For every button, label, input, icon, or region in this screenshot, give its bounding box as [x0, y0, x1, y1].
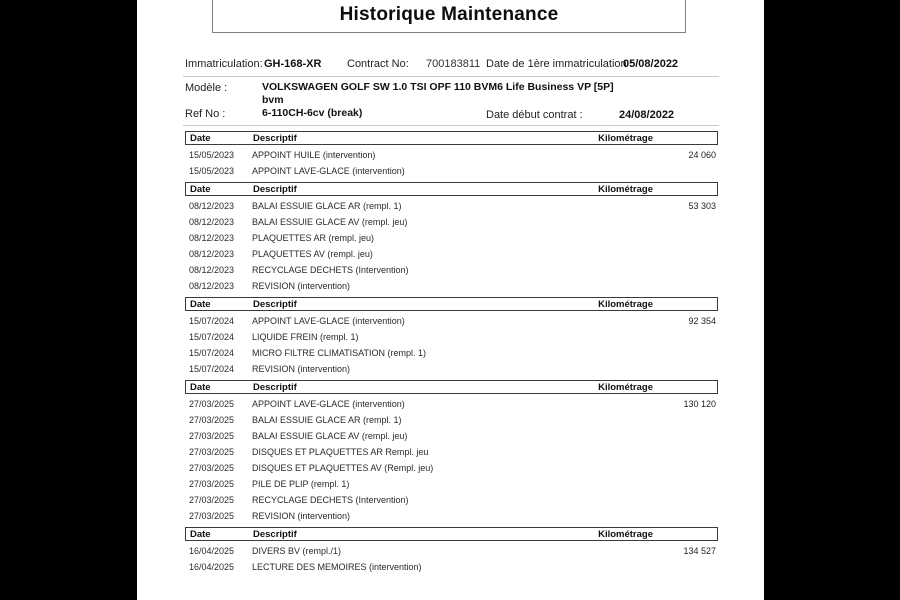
- section-header-row: [185, 380, 718, 394]
- date-cell: 27/03/2025: [189, 415, 235, 425]
- contract-start-label: Date début contrat :: [486, 109, 583, 121]
- section-rows: [185, 147, 718, 179]
- descriptif-cell: PILE DE PLIP (rempl. 1): [252, 479, 350, 489]
- date-cell: 27/03/2025: [189, 431, 235, 441]
- descriptif-cell: MICRO FILTRE CLIMATISATION (rempl. 1): [252, 348, 427, 358]
- date-cell: 27/03/2025: [189, 511, 235, 521]
- table-row: [185, 246, 718, 262]
- date-cell: 27/03/2025: [189, 399, 235, 409]
- column-header-kilometrage: Kilométrage: [598, 382, 653, 393]
- kilometrage-cell: 24 060: [688, 150, 716, 160]
- table-row: [185, 559, 718, 575]
- date-cell: 08/12/2023: [189, 249, 235, 259]
- table-row: [185, 543, 718, 559]
- date-cell: 08/12/2023: [189, 217, 235, 227]
- kilometrage-cell: 130 120: [683, 399, 716, 409]
- descriptif-cell: REVISION (intervention): [252, 511, 351, 521]
- maintenance-section: [185, 297, 718, 377]
- table-row: [185, 508, 718, 524]
- descriptif-cell: REVISION (intervention): [252, 364, 351, 374]
- descriptif-cell: LIQUIDE FREIN (rempl. 1): [252, 332, 359, 342]
- descriptif-cell: BALAI ESSUIE GLACE AV (rempl. jeu): [252, 431, 408, 441]
- section-rows: [185, 313, 718, 377]
- column-header-descriptif: Descriptif: [253, 382, 297, 393]
- table-row: [185, 460, 718, 476]
- contract-start-value: 24/08/2022: [619, 109, 675, 121]
- kilometrage-cell: 53 303: [688, 201, 716, 211]
- table-row: [185, 313, 718, 329]
- maintenance-section: [185, 182, 718, 294]
- descriptif-cell: REVISION (intervention): [252, 281, 351, 291]
- descriptif-cell: RECYCLAGE DECHETS (Intervention): [252, 495, 409, 505]
- table-row: [185, 163, 718, 179]
- date-cell: 08/12/2023: [189, 201, 235, 211]
- table-row: [185, 147, 718, 163]
- ref-no-label: Ref No :: [185, 108, 226, 120]
- table-row: [185, 329, 718, 345]
- table-row: [185, 428, 718, 444]
- column-header-kilometrage: Kilométrage: [598, 529, 653, 540]
- date-cell: 08/12/2023: [189, 265, 235, 275]
- model-value-line2: 6-110CH-6cv (break): [262, 107, 363, 119]
- contract-no-label: Contract No:: [347, 58, 409, 70]
- descriptif-cell: BALAI ESSUIE GLACE AR (rempl. 1): [252, 201, 402, 211]
- maintenance-table: [137, 0, 764, 600]
- section-rows: [185, 396, 718, 524]
- section-rows: [185, 543, 718, 575]
- descriptif-cell: PLAQUETTES AV (rempl. jeu): [252, 249, 373, 259]
- date-cell: 15/05/2023: [189, 166, 235, 176]
- date-cell: 16/04/2025: [189, 562, 235, 572]
- descriptif-cell: APPOINT LAVE-GLACE (intervention): [252, 166, 405, 176]
- column-header-descriptif: Descriptif: [253, 299, 297, 310]
- table-row: [185, 214, 718, 230]
- column-header-date: Date: [190, 382, 211, 393]
- date-cell: 27/03/2025: [189, 495, 235, 505]
- column-header-date: Date: [190, 133, 211, 144]
- column-header-kilometrage: Kilométrage: [598, 299, 653, 310]
- descriptif-cell: BALAI ESSUIE GLACE AR (rempl. 1): [252, 415, 402, 425]
- column-header-kilometrage: Kilométrage: [598, 133, 653, 144]
- first-registration-value: 05/08/2022: [623, 58, 679, 70]
- descriptif-cell: APPOINT HUILE (intervention): [252, 150, 376, 160]
- date-cell: 08/12/2023: [189, 233, 235, 243]
- first-registration-label: Date de 1ère immatriculation :: [486, 58, 633, 70]
- maintenance-section: [185, 131, 718, 179]
- model-value-line1: VOLKSWAGEN GOLF SW 1.0 TSI OPF 110 BVM6 Life Business VP [5P] bvm: [262, 81, 614, 106]
- kilometrage-cell: 134 527: [683, 546, 716, 556]
- column-header-kilometrage: Kilométrage: [598, 184, 653, 195]
- table-row: [185, 198, 718, 214]
- table-row: [185, 278, 718, 294]
- kilometrage-cell: 92 354: [688, 316, 716, 326]
- date-cell: 15/07/2024: [189, 364, 235, 374]
- column-header-descriptif: Descriptif: [253, 184, 297, 195]
- section-header-row: [185, 527, 718, 541]
- descriptif-cell: BALAI ESSUIE GLACE AV (rempl. jeu): [252, 217, 408, 227]
- date-cell: 27/03/2025: [189, 463, 235, 473]
- section-header-row: [185, 182, 718, 196]
- immatriculation-value: GH-168-XR: [264, 58, 322, 70]
- table-row: [185, 262, 718, 278]
- table-row: [185, 361, 718, 377]
- section-header-row: [185, 131, 718, 145]
- column-header-date: Date: [190, 529, 211, 540]
- date-cell: 15/07/2024: [189, 316, 235, 326]
- immatriculation-label: Immatriculation:: [185, 58, 263, 70]
- model-label: Modèle :: [185, 82, 228, 94]
- table-row: [185, 444, 718, 460]
- document-page: [137, 0, 764, 600]
- descriptif-cell: DIVERS BV (rempl./1): [252, 546, 342, 556]
- table-row: [185, 345, 718, 361]
- maintenance-section: [185, 527, 718, 575]
- table-row: [185, 396, 718, 412]
- descriptif-cell: DISQUES ET PLAQUETTES AV (Rempl. jeu): [252, 463, 434, 473]
- date-cell: 16/04/2025: [189, 546, 235, 556]
- section-rows: [185, 198, 718, 294]
- table-row: [185, 412, 718, 428]
- contract-no-value: 700183811: [426, 58, 481, 70]
- page-title: Historique Maintenance: [339, 3, 559, 25]
- column-header-date: Date: [190, 184, 211, 195]
- descriptif-cell: RECYCLAGE DECHETS (Intervention): [252, 265, 409, 275]
- table-row: [185, 230, 718, 246]
- date-cell: 15/07/2024: [189, 348, 235, 358]
- date-cell: 27/03/2025: [189, 479, 235, 489]
- descriptif-cell: LECTURE DES MEMOIRES (intervention): [252, 562, 422, 572]
- descriptif-cell: PLAQUETTES AR (rempl. jeu): [252, 233, 375, 243]
- descriptif-cell: APPOINT LAVE-GLACE (intervention): [252, 399, 405, 409]
- date-cell: 15/07/2024: [189, 332, 235, 342]
- column-header-descriptif: Descriptif: [253, 529, 297, 540]
- table-row: [185, 476, 718, 492]
- date-cell: 08/12/2023: [189, 281, 235, 291]
- table-row: [185, 492, 718, 508]
- column-header-date: Date: [190, 299, 211, 310]
- descriptif-cell: APPOINT LAVE-GLACE (intervention): [252, 316, 405, 326]
- date-cell: 27/03/2025: [189, 447, 235, 457]
- date-cell: 15/05/2023: [189, 150, 235, 160]
- maintenance-section: [185, 380, 718, 524]
- section-header-row: [185, 297, 718, 311]
- descriptif-cell: DISQUES ET PLAQUETTES AR Rempl. jeu: [252, 447, 429, 457]
- column-header-descriptif: Descriptif: [253, 133, 297, 144]
